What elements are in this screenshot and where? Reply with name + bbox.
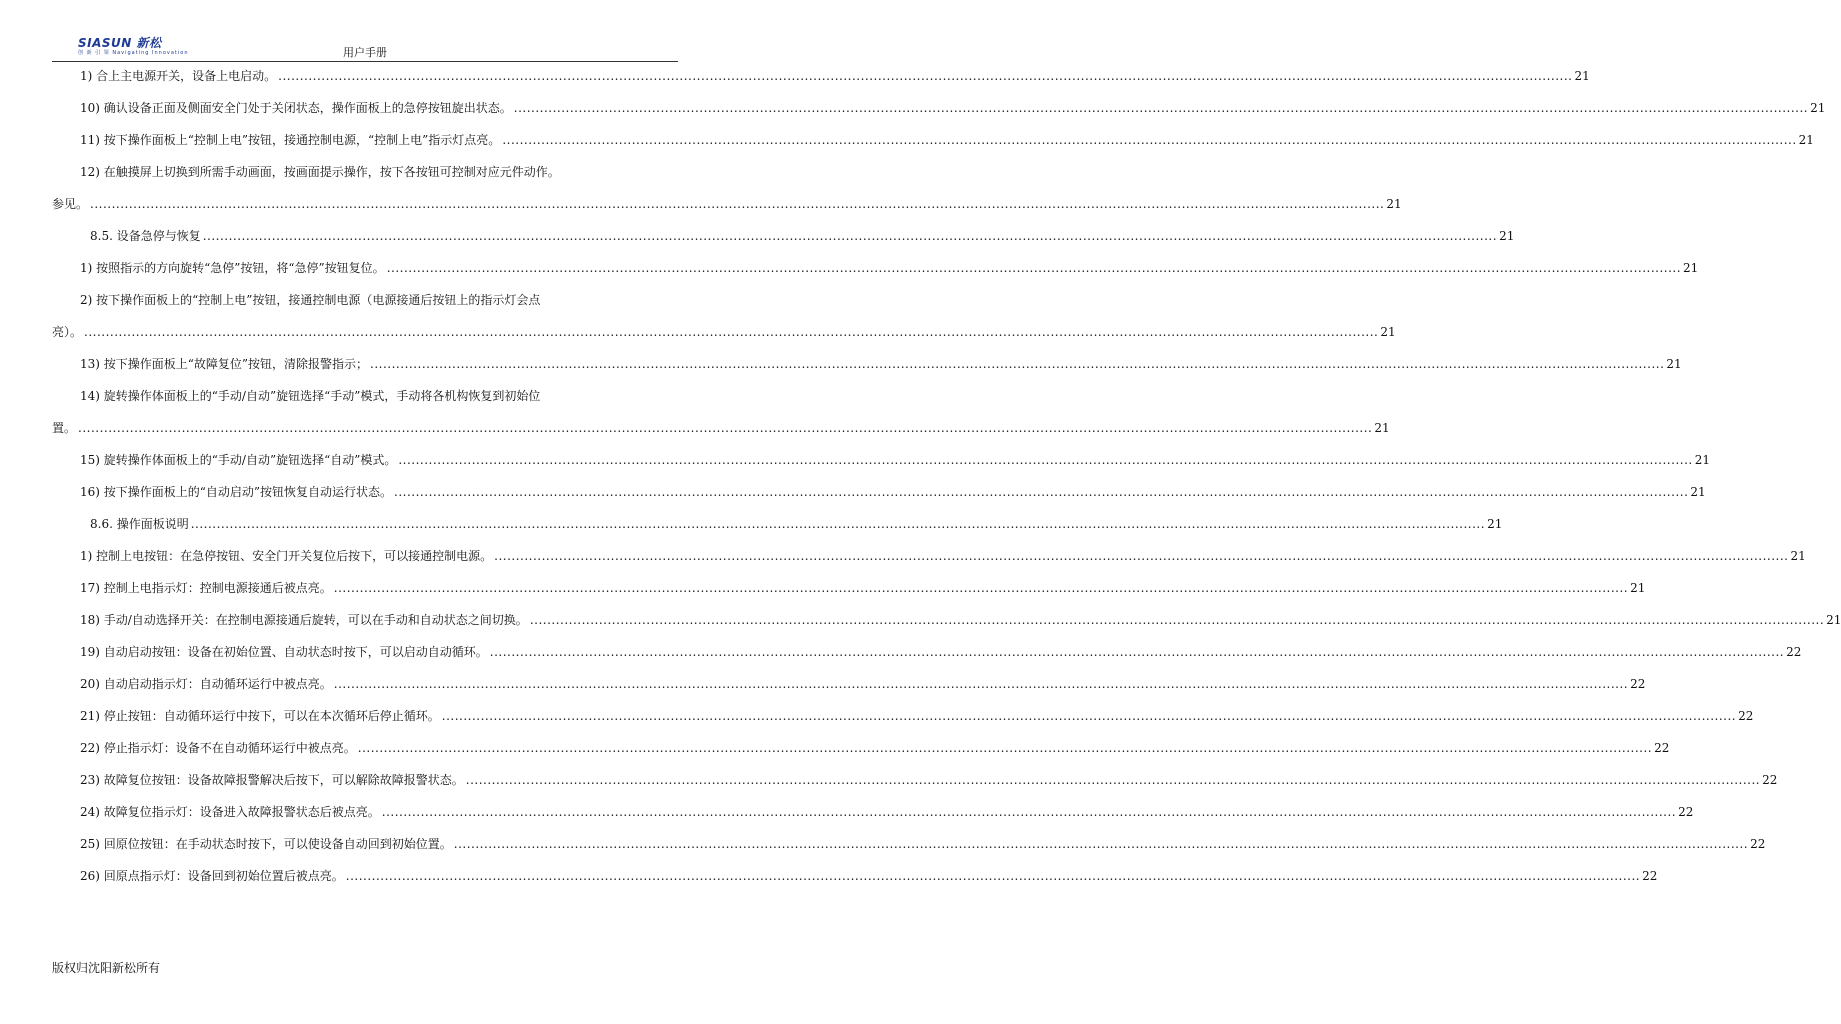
toc-entry-text: 2) 按下操作面板上的“控制上电”按钮，接通控制电源（电源接通后按钮上的指示灯会点 <box>80 293 541 307</box>
toc-entry-text: 13) 按下操作面板上“故障复位”按钮，清除报警指示； <box>80 357 369 371</box>
toc-leader-dots: ............................................................................................................................................................................................................................................................................................................ <box>78 421 1373 435</box>
toc-entry-text: 1) 合上主电源开关，设备上电启动。 <box>80 69 277 83</box>
toc-entry[interactable] <box>52 388 1390 436</box>
toc-entry-text: 10) 确认设备正面及侧面安全门处于关闭状态，操作面板上的急停按钮旋出状态。 <box>80 101 512 115</box>
toc-leader-dots: ............................................................................................................................................................................................................................................................................................................ <box>453 837 1749 851</box>
toc-leader-dots: ............................................................................................................................................................................................................................................................................................................ <box>278 69 1573 83</box>
toc-section-entry[interactable] <box>52 228 1515 244</box>
toc-leader-dots: ............................................................................................................................................................................................................................................................................................................ <box>190 517 1486 531</box>
toc-page-number: 21 <box>1690 485 1706 499</box>
toc-entry-continuation: 置。 <box>52 421 77 435</box>
toc-entry-text: 11) 按下操作面板上“控制上电”按钮，接通控制电源，“控制上电”指示灯点亮。 <box>80 133 501 147</box>
toc-entry[interactable] <box>52 164 1402 212</box>
toc-entry[interactable] <box>52 836 1766 852</box>
toc-leader-dots: ............................................................................................................................................................................................................................................................................................................ <box>398 453 1693 467</box>
toc-entry[interactable] <box>52 132 1814 148</box>
toc-entry[interactable] <box>52 452 1710 468</box>
toc-entry-text: 23) 故障复位按钮：设备故障报警解决后按下，可以解除故障报警状态。 <box>80 773 464 787</box>
toc-leader-dots: ............................................................................................................................................................................................................................................................................................................ <box>513 101 1809 115</box>
toc-entry-text: 1) 按照指示的方向旋转“急停”按钮，将“急停”按钮复位。 <box>80 261 385 275</box>
toc-entry-text: 26) 回原点指示灯：设备回到初始位置后被点亮。 <box>80 869 344 883</box>
toc-entry[interactable] <box>52 356 1682 372</box>
toc-leader-dots: ............................................................................................................................................................................................................................................................................................................ <box>386 261 1682 275</box>
toc-entry[interactable] <box>52 740 1670 756</box>
toc-page-number: 21 <box>1666 357 1682 371</box>
toc-leader-dots: ............................................................................................................................................................................................................................................................................................................ <box>441 709 1737 723</box>
page-header <box>52 30 678 62</box>
toc-page-number: 21 <box>1630 581 1646 595</box>
logo-wordmark: SIASUN 新松 <box>78 36 162 50</box>
toc-page-number: 21 <box>1487 517 1503 531</box>
toc-leader-dots: ............................................................................................................................................................................................................................................................................................................ <box>90 197 1385 211</box>
toc-entry-text: 1) 控制上电按钮：在急停按钮、安全门开关复位后按下，可以接通控制电源。 <box>80 549 493 563</box>
toc-entry-continuation: 参见。 <box>52 197 89 211</box>
toc-entry-text: 21) 停止按钮：自动循环运行中按下，可以在本次循环后停止循环。 <box>80 709 440 723</box>
page-footer: 版权归沈阳新松所有 <box>52 961 161 975</box>
toc-leader-dots: ............................................................................................................................................................................................................................................................................................................ <box>529 613 1825 627</box>
toc-entry-text: 20) 自动启动指示灯：自动循环运行中被点亮。 <box>80 677 332 691</box>
toc-page-number: 21 <box>1810 101 1826 115</box>
toc-leader-dots: ............................................................................................................................................................................................................................................................................................................ <box>381 805 1677 819</box>
toc-entry[interactable] <box>52 292 1396 340</box>
toc-entry[interactable] <box>52 708 1754 724</box>
document-title: 用户手册 <box>343 46 387 59</box>
toc-entry-text: 16) 按下操作面板上的“自动启动”按钮恢复自动运行状态。 <box>80 485 393 499</box>
toc-entry-text: 24) 故障复位指示灯：设备进入故障报警状态后被点亮。 <box>80 805 380 819</box>
toc-page-number: 21 <box>1694 453 1710 467</box>
toc-entry-text: 8.5. 设备急停与恢复 <box>90 229 201 243</box>
toc-leader-dots: ............................................................................................................................................................................................................................................................................................................ <box>357 741 1653 755</box>
toc-entry[interactable] <box>52 644 1802 660</box>
toc-page-number: 22 <box>1642 869 1658 883</box>
toc-page-number: 22 <box>1678 805 1694 819</box>
toc-entry[interactable] <box>52 68 1590 84</box>
toc-page-number: 22 <box>1750 837 1766 851</box>
toc-leader-dots: ............................................................................................................................................................................................................................................................................................................ <box>394 485 1689 499</box>
toc-page-number: 22 <box>1762 773 1778 787</box>
toc-entry-text: 25) 回原位按钮：在手动状态时按下，可以使设备自动回到初始位置。 <box>80 837 452 851</box>
toc-leader-dots: ............................................................................................................................................................................................................................................................................................................ <box>333 581 1629 595</box>
toc-entry-text: 15) 旋转操作体面板上的“手动/自动”旋钮选择“自动”模式。 <box>80 453 397 467</box>
toc-page-number: 21 <box>1683 261 1699 275</box>
toc-leader-dots: ............................................................................................................................................................................................................................................................................................................ <box>370 357 1665 371</box>
toc-page-number: 21 <box>1826 613 1841 627</box>
toc-entry-text: 22) 停止指示灯：设备不在自动循环运行中被点亮。 <box>80 741 356 755</box>
toc-leader-dots: ............................................................................................................................................................................................................................................................................................................ <box>84 325 1379 339</box>
toc-page-number: 22 <box>1786 645 1802 659</box>
toc-page-number: 21 <box>1374 421 1390 435</box>
toc-entry[interactable] <box>52 484 1706 500</box>
toc-leader-dots: ............................................................................................................................................................................................................................................................................................................ <box>465 773 1761 787</box>
toc-leader-dots: ............................................................................................................................................................................................................................................................................................................ <box>494 549 1789 563</box>
toc-entry[interactable] <box>52 676 1646 692</box>
toc-entry-text: 19) 自动启动按钮：设备在初始位置、自动状态时按下，可以启动自动循环。 <box>80 645 488 659</box>
toc-page-number: 21 <box>1386 197 1402 211</box>
toc-entry-text: 17) 控制上电指示灯：控制电源接通后被点亮。 <box>80 581 332 595</box>
header-divider <box>52 61 678 62</box>
toc-leader-dots: ............................................................................................................................................................................................................................................................................................................ <box>202 229 1498 243</box>
toc-entry[interactable] <box>52 580 1646 596</box>
toc-leader-dots: ............................................................................................................................................................................................................................................................................................................ <box>502 133 1797 147</box>
toc-entry[interactable] <box>52 804 1694 820</box>
toc-page-number: 21 <box>1499 229 1515 243</box>
toc-page-number: 21 <box>1790 549 1806 563</box>
toc-entry-text: 14) 旋转操作体面板上的“手动/自动”旋钮选择“手动”模式，手动将各机构恢复到初始位 <box>80 389 541 403</box>
toc-entry[interactable] <box>52 548 1806 564</box>
toc-section-entry[interactable] <box>52 516 1503 532</box>
toc-page-number: 21 <box>1574 69 1590 83</box>
toc-entry[interactable] <box>52 612 1841 628</box>
toc-entry[interactable] <box>52 100 1826 116</box>
toc-entry-text: 18) 手动/自动选择开关：在控制电源接通后旋转，可以在手动和自动状态之间切换。 <box>80 613 528 627</box>
toc-entry-text: 12) 在触摸屏上切换到所需手动画面，按画面提示操作，按下各按钮可控制对应元件动作。 <box>80 165 560 179</box>
logo-tagline: 创 新 引 领 Navigating Innovation <box>78 50 189 56</box>
toc-entry-text: 8.6. 操作面板说明 <box>90 517 189 531</box>
toc-entry[interactable] <box>52 260 1699 276</box>
toc-page-number: 21 <box>1380 325 1396 339</box>
toc-page-number: 22 <box>1654 741 1670 755</box>
toc-page-number: 22 <box>1630 677 1646 691</box>
toc-leader-dots: ............................................................................................................................................................................................................................................................................................................ <box>333 677 1629 691</box>
toc-leader-dots: ............................................................................................................................................................................................................................................................................................................ <box>489 645 1785 659</box>
toc-page-number: 22 <box>1738 709 1754 723</box>
toc-entry[interactable] <box>52 868 1658 884</box>
toc-entry-continuation: 亮）。 <box>52 325 83 339</box>
toc-page-number: 21 <box>1798 133 1814 147</box>
toc-entry[interactable] <box>52 772 1778 788</box>
toc-leader-dots: ............................................................................................................................................................................................................................................................................................................ <box>345 869 1641 883</box>
